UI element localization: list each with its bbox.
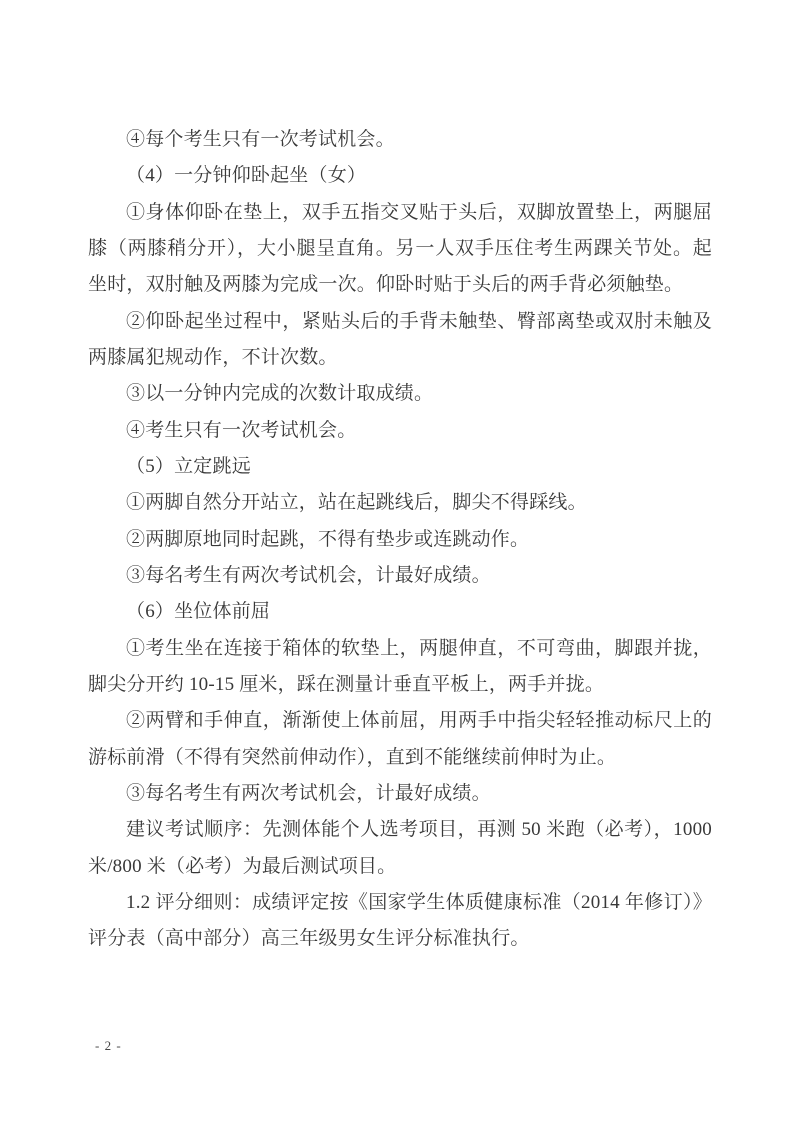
- paragraph-heading: （6）坐位体前屈: [126, 601, 271, 623]
- paragraph: ②仰卧起坐过程中，紧贴头后的手背未触垫、臀部离垫或双肘未触及两膝属犯规动作，不计次数。: [88, 310, 712, 368]
- paragraph: ①两脚自然分开站立，站在起跳线后，脚尖不得踩线。: [126, 492, 587, 514]
- paragraph-heading: （4）一分钟仰卧起坐（女）: [126, 165, 367, 187]
- paragraph: ①考生坐在连接于箱体的软垫上，两腿伸直，不可弯曲，脚跟并拢，脚尖分开约 10-15 厘米，踩在测量计垂直平板上，两手并拢。: [88, 637, 712, 695]
- paragraph: ③每名考生有两次考试机会，计最好成绩。: [126, 782, 491, 804]
- paragraph: ④考生只有一次考试机会。: [126, 419, 357, 441]
- paragraph: ③每名考生有两次考试机会，计最好成绩。: [126, 564, 491, 586]
- paragraph: ②两脚原地同时起跳，不得有垫步或连跳动作。: [126, 528, 530, 550]
- paragraph: ②两臂和手伸直，渐渐使上体前屈，用两手中指尖轻轻推动标尺上的游标前滑（不得有突然前伸动作），直到不能继续前伸时为止。: [88, 710, 712, 768]
- paragraph: ④每个考生只有一次考试机会。: [126, 129, 395, 150]
- paragraph: ③以一分钟内完成的次数计取成绩。: [126, 383, 434, 405]
- paragraph: 建议考试顺序：先测体能个人选考项目，再测 50 米跑（必考），1000 米/800 米（必考）为最后测试项目。: [88, 819, 712, 877]
- page-number-footer: - 2 -: [95, 1038, 122, 1053]
- paragraph: 1.2 评分细则：成绩评定按《国家学生体质健康标准（2014 年修订）》评分表（高中部分）高三年级男女生评分标准执行。: [88, 891, 712, 950]
- paragraph-heading: （5）立定跳远: [126, 455, 251, 477]
- document-body: [88, 122, 712, 958]
- paragraph: ①身体仰卧在垫上，双手五指交叉贴于头后，双脚放置垫上，两腿屈膝（两膝稍分开），大小腿呈直角。另一人双手压住考生两踝关节处。起坐时，双肘触及两膝为完成一次。仰卧时贴于头后的两手背必须触垫。: [88, 201, 712, 296]
